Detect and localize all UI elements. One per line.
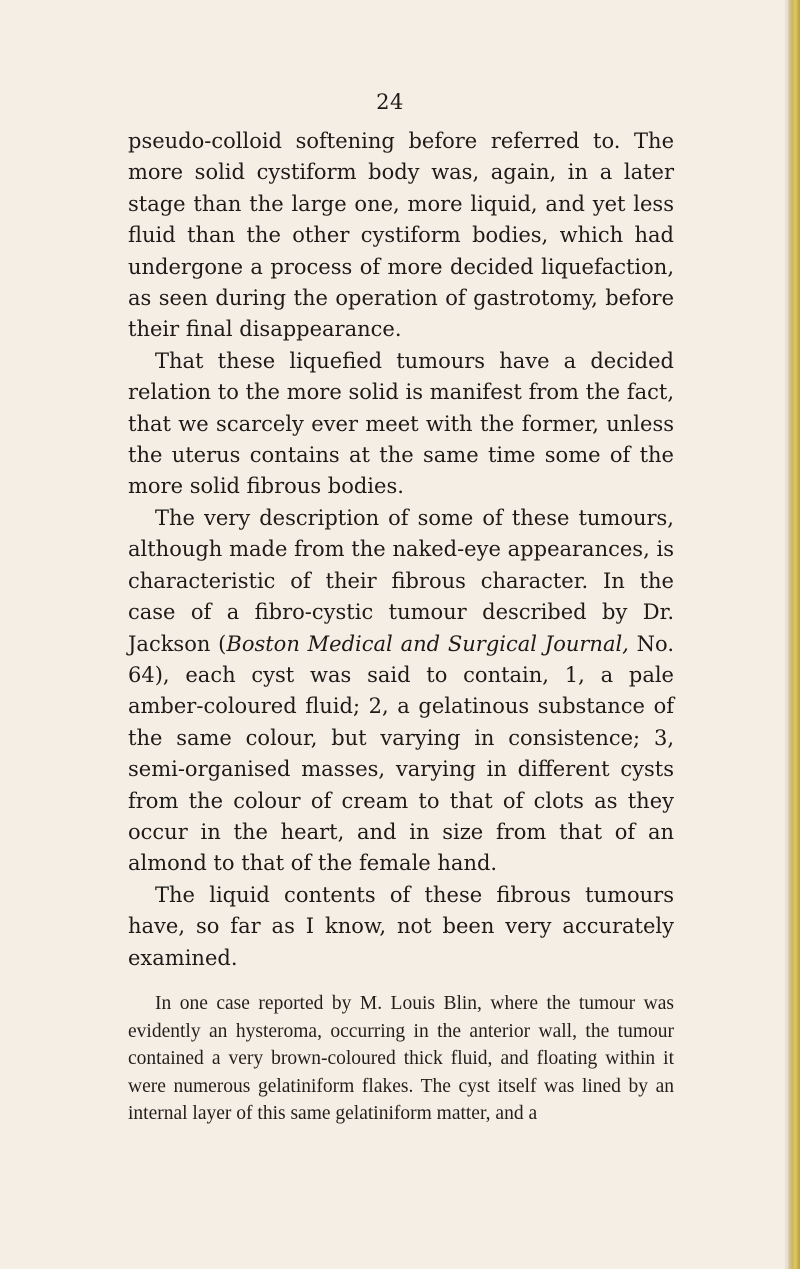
- paragraph-liquefied-tumours: That these liquefied tumours have a decided relation to the more solid is manifest from the fact, that we scarcely ever meet with the former, unless the uterus contains at the same time some of the more solid fibrous bodies.: [128, 348, 674, 499]
- page-gilt-edge: [788, 0, 800, 1269]
- paragraph-blin-case: In one case reported by M. Louis Blin, where the tumour was evidently an hysteroma, occurring in the anterior wall, the tumour contained a very brown-coloured thick fluid, and floating within it were numerous gelatiniform flakes. The cyst itself was lined by an internal layer of this same gelatiniform matter, and a: [128, 992, 674, 1125]
- paragraph-description-lead: The very description of some of these tumours, although made from the naked-eye appearances, is characteristic of their fibrous character. In the case of a fibro-cystic tumour described by Dr. Jackson (: [128, 505, 674, 656]
- paragraph-description: [128, 503, 674, 880]
- paragraph-liquid-contents: The liquid contents of these fibrous tumours have, so far as I know, not been very accurately examined.: [128, 882, 674, 970]
- journal-title: Boston Medical and Surgical Journal,: [226, 631, 629, 656]
- paragraph-description-rest: No. 64), each cyst was said to contain, 1, a pale amber-coloured fluid; 2, a gelatinous substance of the same colour, but varying in consistence; 3, semi-organised masses, varying in different cysts from the colour of cream to that of clots as they occur in the heart, and in size from that of an almond to that of the female hand.: [128, 631, 674, 876]
- paragraph-continuation: pseudo-colloid softening before referred to. The more solid cystiform body was, again, in a later stage than the large one, more liquid, and yet less fluid than the other cystiform bodies, which had undergone a process of more decided liquefaction, as seen during the operation of gastrotomy, before their final disappearance.: [128, 129, 674, 342]
- page-number: 24: [376, 90, 404, 114]
- page-body-text: [128, 126, 674, 1128]
